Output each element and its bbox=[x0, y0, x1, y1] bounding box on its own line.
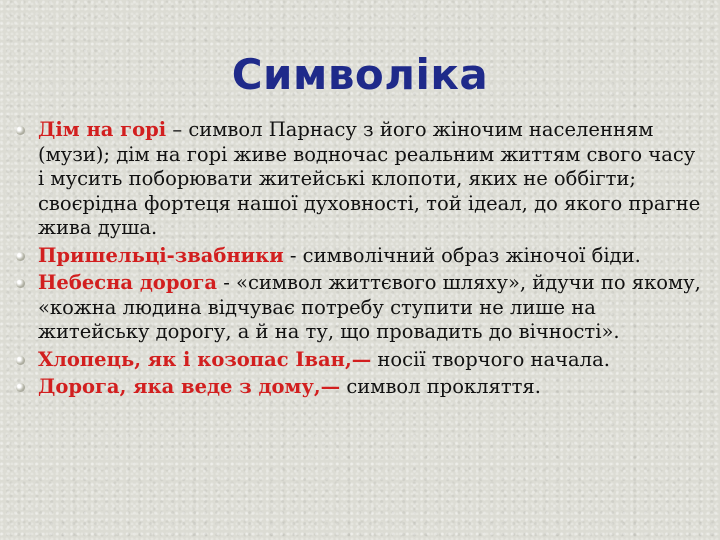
bullet-highlight: Дім на горі bbox=[38, 118, 167, 141]
bullet-dot-icon bbox=[16, 126, 25, 135]
bullet-dot-icon bbox=[16, 383, 25, 392]
bullet-item-dim-na-hori bbox=[14, 118, 704, 241]
bullet-item-pryshelci bbox=[14, 244, 704, 269]
bullet-highlight: Небесна дорога bbox=[38, 271, 218, 294]
bullet-item-nebesna-doroga bbox=[14, 271, 704, 345]
bullet-item-khlopets bbox=[14, 348, 704, 373]
bullet-text: - «символ життєвого шляху», йдучи по якому, «кожна людина відчуває потребу ступити не лише на житейську дорогу, а й на ту, що провадить до вічності». bbox=[38, 271, 701, 343]
bullet-dot-icon bbox=[16, 279, 25, 288]
bullet-dot-icon bbox=[16, 356, 25, 365]
bullet-text: носії творчого начала. bbox=[371, 347, 610, 371]
bullet-highlight: Хлопець, як і козопас Іван,— bbox=[38, 347, 372, 371]
slide-title: Символіка bbox=[231, 50, 489, 99]
bullet-highlight: Дорога, яка веде з дому,— bbox=[38, 375, 341, 398]
bullet-list bbox=[14, 118, 704, 403]
bullet-dot-icon bbox=[16, 252, 25, 261]
bullet-text: - символічний образ жіночої біди. bbox=[283, 243, 641, 267]
bullet-text: символ прокляття. bbox=[340, 375, 541, 398]
bullet-text: – символ Парнасу з його жіночим населенням (музи); дім на горі живе водночас реальним життям свого часу і мусить поборювати житейські клопоти, яких не оббігти; своєрідна фортеця нашої духовності, той ідеал, до якого прагне жива душа. bbox=[38, 118, 701, 239]
bullet-item-doroga-z-domu bbox=[14, 375, 704, 400]
bullet-highlight: Пришельці-звабники bbox=[38, 243, 284, 267]
